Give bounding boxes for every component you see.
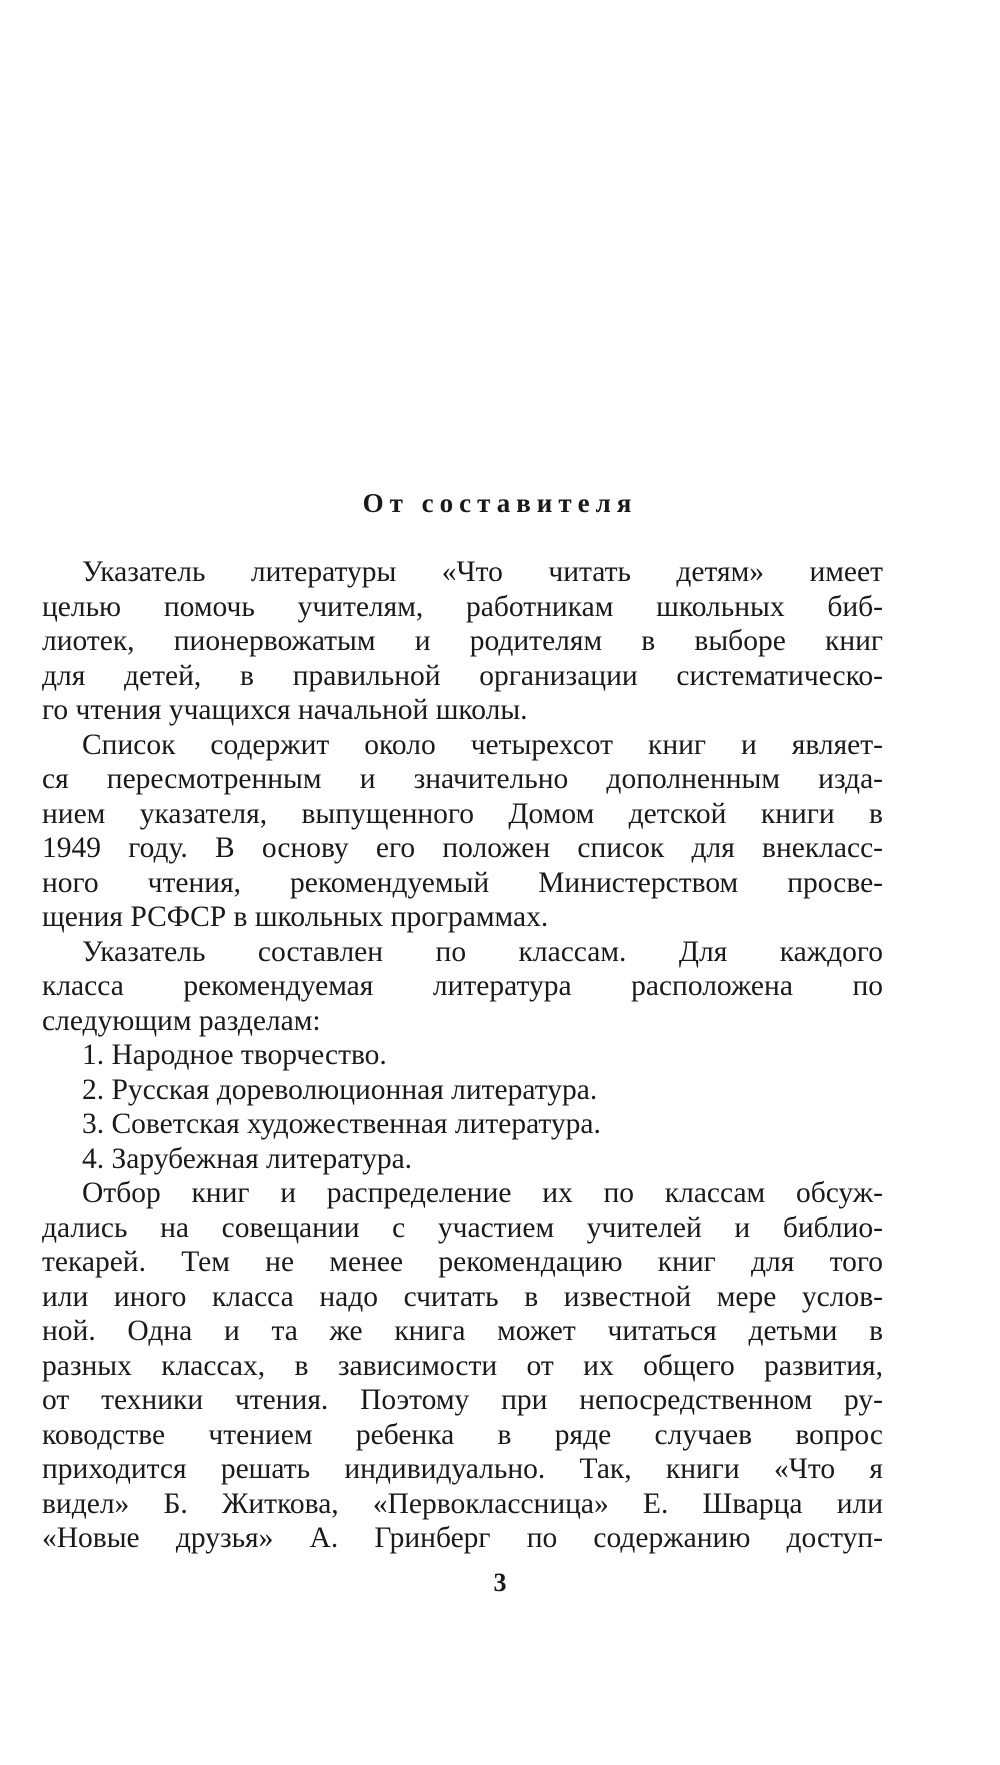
paragraph-1-line: лиотек, пионервожатым и родителям в выборе книг — [42, 625, 883, 657]
list-item: 3. Советская художественная литература. — [82, 1108, 601, 1140]
paragraph-3-line: следующим разделам: — [42, 1004, 321, 1037]
paragraph-4-line: видел» Б. Житкова, «Первоклассница» Е. Шварца или — [42, 1487, 883, 1520]
paragraph-2-line: Список содержит около четырехсот книг и являет- — [82, 728, 883, 761]
paragraph-1-line: целью помочь учителям, работникам школьных биб- — [42, 590, 883, 623]
paragraph-2-line: щения РСФСР в школьных программах. — [42, 901, 549, 933]
paragraph-4-line: или иного класса надо считать в известной мере услов- — [42, 1280, 883, 1313]
page-heading: От составителя — [362, 488, 638, 518]
paragraph-2-line: нием указателя, выпущенного Домом детской книги в — [42, 797, 883, 830]
paragraph-4-line: «Новые друзья» А. Гринберг по содержанию доступ- — [42, 1522, 883, 1554]
paragraph-1-line: для детей, в правильной организации систематическо- — [42, 659, 883, 692]
list-item: 2. Русская дореволюционная литература. — [82, 1073, 598, 1106]
paragraph-2-line: ся пересмотренным и значительно дополненным изда- — [42, 763, 883, 795]
paragraph-4-line: дались на совещании с участием учителей и библио- — [42, 1211, 883, 1244]
paragraph-2-line: 1949 году. В основу его положен список для внекласс- — [42, 832, 883, 864]
paragraph-4-line: разных классах, в зависимости от их общего развития, — [42, 1349, 883, 1382]
paragraph-4-line: от техники чтения. Поэтому при непосредственном ру- — [42, 1384, 883, 1416]
page-number: 3 — [493, 1568, 507, 1597]
list-item: 1. Народное творчество. — [82, 1039, 387, 1071]
paragraph-3-line: класса рекомендуемая литература расположена по — [42, 970, 883, 1002]
paragraph-2-line: ного чтения, рекомендуемый Министерством просве- — [42, 866, 883, 899]
list-item: 4. Зарубежная литература. — [82, 1142, 413, 1175]
paragraph-4-line: текарей. Тем не менее рекомендацию книг для того — [42, 1246, 883, 1278]
paragraph-1-line: го чтения учащихся начальной школы. — [42, 694, 528, 726]
paragraph-4-line: приходится решать индивидуально. Так, книги «Что я — [42, 1453, 883, 1485]
paragraph-3-line: Указатель составлен по классам. Для каждого — [82, 935, 883, 968]
paragraph-1-line: Указатель литературы «Что читать детям» имеет — [82, 556, 883, 588]
body-text — [42, 555, 883, 1556]
paragraph-4-line: ной. Одна и та же книга может читаться детьми в — [42, 1315, 883, 1347]
paragraph-4-line: ководстве чтением ребенка в ряде случаев вопрос — [42, 1418, 883, 1451]
paragraph-4-line: Отбор книг и распределение их по классам обсуж- — [82, 1177, 883, 1209]
